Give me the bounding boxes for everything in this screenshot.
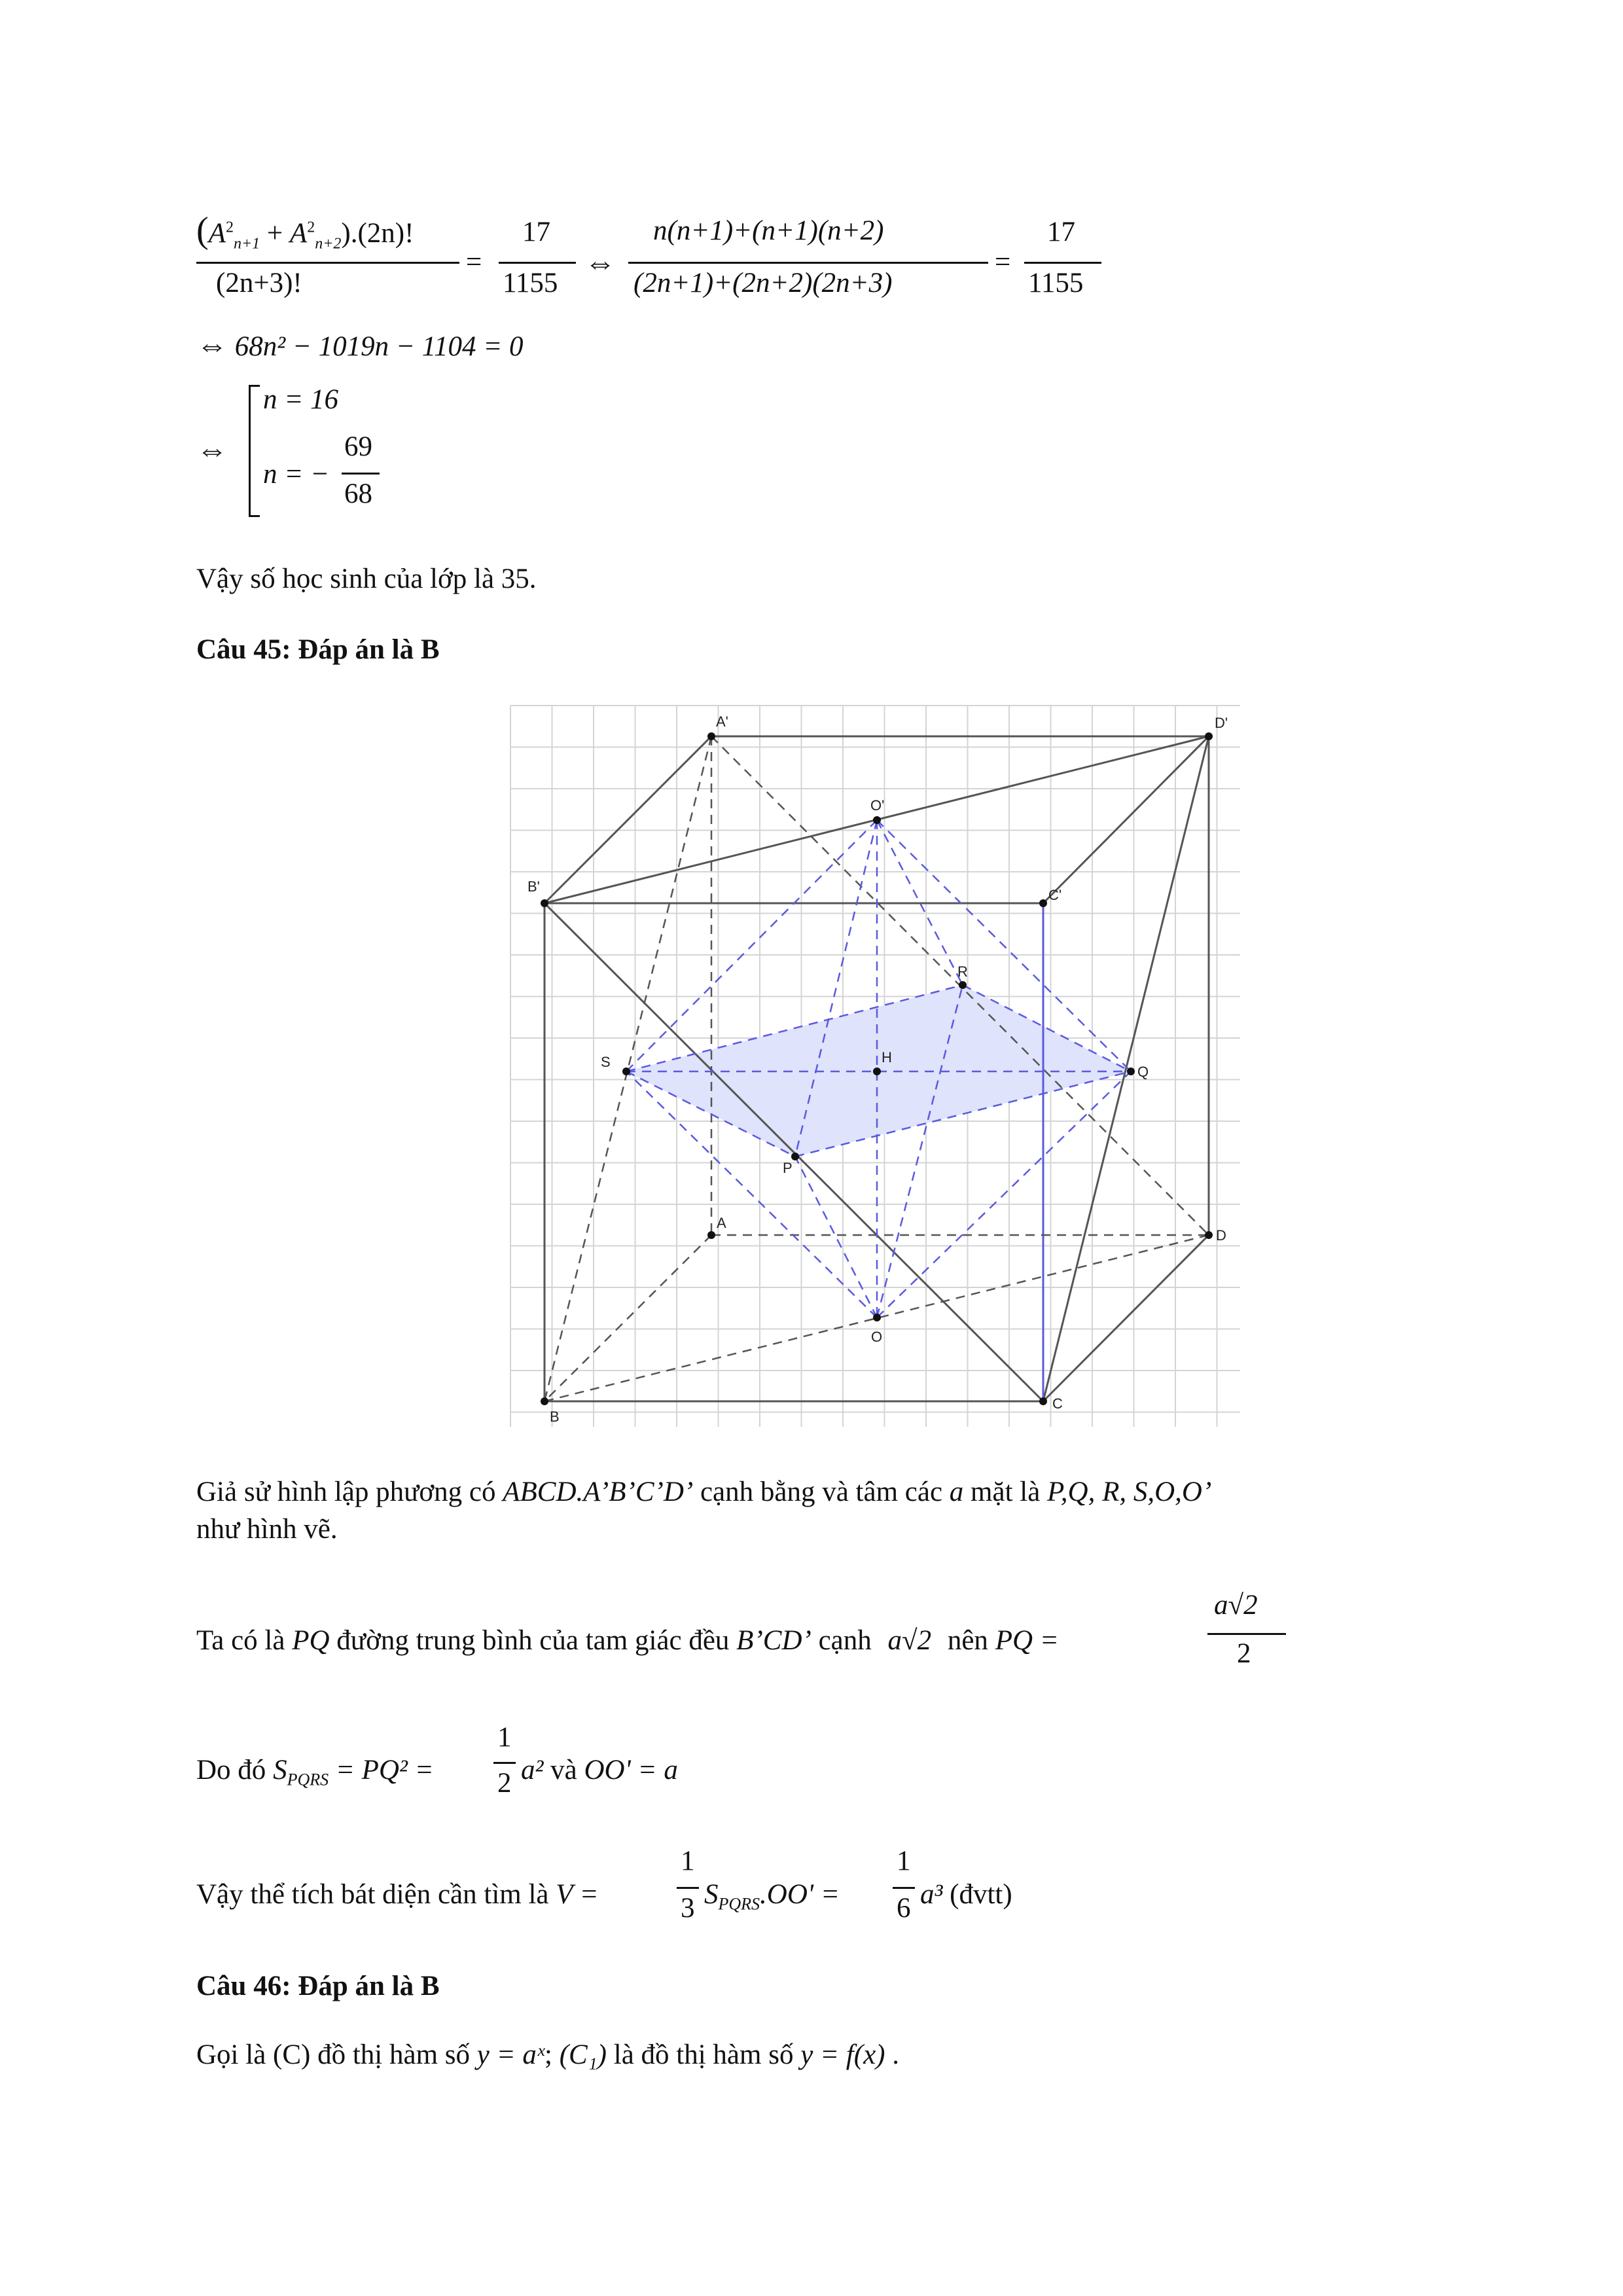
eq1-frac2-den: 1155 — [1028, 268, 1084, 298]
point-B1 — [541, 899, 548, 907]
point-O — [873, 1314, 881, 1321]
point-A1 — [707, 732, 715, 740]
label-P: P — [783, 1160, 793, 1176]
label-B: B — [550, 1408, 560, 1425]
eq1-lhs-numerator: $(A^2_{n+1} + A^2_{n+2}).(2n)$! — [196, 210, 414, 253]
point-B — [541, 1397, 548, 1405]
eq1-rhs-numerator: n(n+1)+(n+1)(n+2) — [653, 215, 884, 246]
point-R — [959, 981, 967, 989]
q45-line3: Ta có là PQ đường trung bình của tam giác đều B’CD’ cạnh a√2 nên PQ = a√2 2 — [196, 1584, 1309, 1689]
equation-3 — [196, 380, 458, 524]
q45-line5-f2-den: 6 — [897, 1893, 911, 1924]
point-D1 — [1205, 732, 1213, 740]
label-O: O — [871, 1329, 883, 1345]
eq1-lhs-denominator: (2n+3)! — [216, 268, 302, 298]
eq1-iff: ⇔ — [584, 245, 616, 280]
point-C1 — [1039, 899, 1047, 907]
q45-line5: Vậy thể tích bát diện cần tìm là V = 1 3 $S_{PQRS}.OO'$ = 1 6 a³ (đvtt) — [196, 1846, 1012, 1924]
q45-line2: như hình vẽ. — [196, 1514, 338, 1545]
eq1-equals-2: = — [995, 247, 1011, 278]
q45-line5-f2-num: 1 — [897, 1846, 911, 1876]
q45-line5-f2-bar — [893, 1887, 915, 1889]
conclusion-44: Vậy số học sinh của lớp là 35. — [196, 564, 537, 594]
label-A: A — [717, 1215, 726, 1231]
equation-2 — [196, 327, 524, 363]
eq1-frac2-bar — [1024, 262, 1101, 264]
q45-line4-frac-den: 2 — [497, 1768, 512, 1799]
q45-line5-f1-bar — [677, 1887, 699, 1889]
label-D: D — [1216, 1227, 1226, 1244]
q45-line3-frac-num: a√2 — [1214, 1590, 1258, 1621]
label-B1: B' — [527, 878, 540, 895]
eq1-rhs-denominator: (2n+1)+(2n+2)(2n+3) — [633, 268, 893, 298]
q45-heading: Câu 45: Đáp án là B — [196, 634, 440, 665]
point-A — [707, 1231, 715, 1239]
q45-line4-frac-num: 1 — [497, 1722, 512, 1753]
label-Q: Q — [1137, 1064, 1149, 1080]
q46-line1: Gọi là (C) đồ thị hàm số y = aˣ; (C₁) là đồ thị hàm số y = f(x) . — [196, 2039, 899, 2070]
eq3-case1: n = 16 — [263, 384, 339, 415]
q45-line5-f1-den: 3 — [681, 1893, 695, 1924]
equation-1 — [196, 209, 1126, 321]
q46-heading: Câu 46: Đáp án là B — [196, 1971, 440, 2001]
eq3-case2-num: 69 — [344, 431, 372, 462]
eq1-frac1-bar — [499, 262, 576, 264]
eq1-frac1-num: 17 — [522, 217, 550, 247]
eq3-case2-lhs: n = − — [263, 459, 330, 490]
eq3-iff: ⇔ — [196, 433, 228, 467]
eq1-frac2-num: 17 — [1047, 217, 1075, 247]
q45-line3-frac-den: 2 — [1237, 1638, 1251, 1669]
eq1-lhs-fraction-bar — [196, 262, 459, 264]
q45-line5-f1-num: 1 — [681, 1846, 695, 1876]
point-H — [873, 1067, 881, 1075]
eq1-rhs-fraction-bar — [628, 262, 988, 264]
q45-line4: Do đó $S_{PQRS} = PQ^2$ = 1 2 a² và OO' = a — [196, 1722, 678, 1799]
point-P — [791, 1153, 799, 1160]
label-C1: C' — [1048, 887, 1062, 903]
eq2-expr: 68n² − 1019n − 1104 = 0 — [234, 331, 524, 362]
label-D1: D' — [1215, 715, 1228, 731]
label-S: S — [601, 1054, 611, 1070]
q45-line4-frac-bar — [493, 1762, 516, 1764]
label-H: H — [882, 1049, 892, 1066]
point-C — [1039, 1397, 1047, 1405]
eq1-frac1-den: 1155 — [503, 268, 558, 298]
label-O1: O' — [870, 797, 885, 814]
point-D — [1205, 1231, 1213, 1239]
eq3-case2-den: 68 — [344, 478, 372, 509]
eq3-bracket — [249, 385, 260, 517]
label-C: C — [1052, 1395, 1063, 1412]
eq1-equals-1: = — [466, 247, 482, 278]
point-O1 — [873, 816, 881, 824]
point-S — [622, 1067, 630, 1075]
label-R: R — [957, 963, 968, 980]
eq2-iff: ⇔ — [196, 328, 228, 363]
q45-line1: Giả sử hình lập phương có ABCD.A’B’C’D’ cạnh bằng và tâm các a mặt là P,Q, R, S,O,O’ — [196, 1477, 1212, 1507]
eq3-case2-bar — [342, 473, 380, 475]
label-A1: A' — [716, 713, 728, 730]
cube-figure — [504, 700, 1243, 1433]
point-Q — [1127, 1067, 1135, 1075]
q45-line3-frac-bar — [1207, 1633, 1286, 1635]
